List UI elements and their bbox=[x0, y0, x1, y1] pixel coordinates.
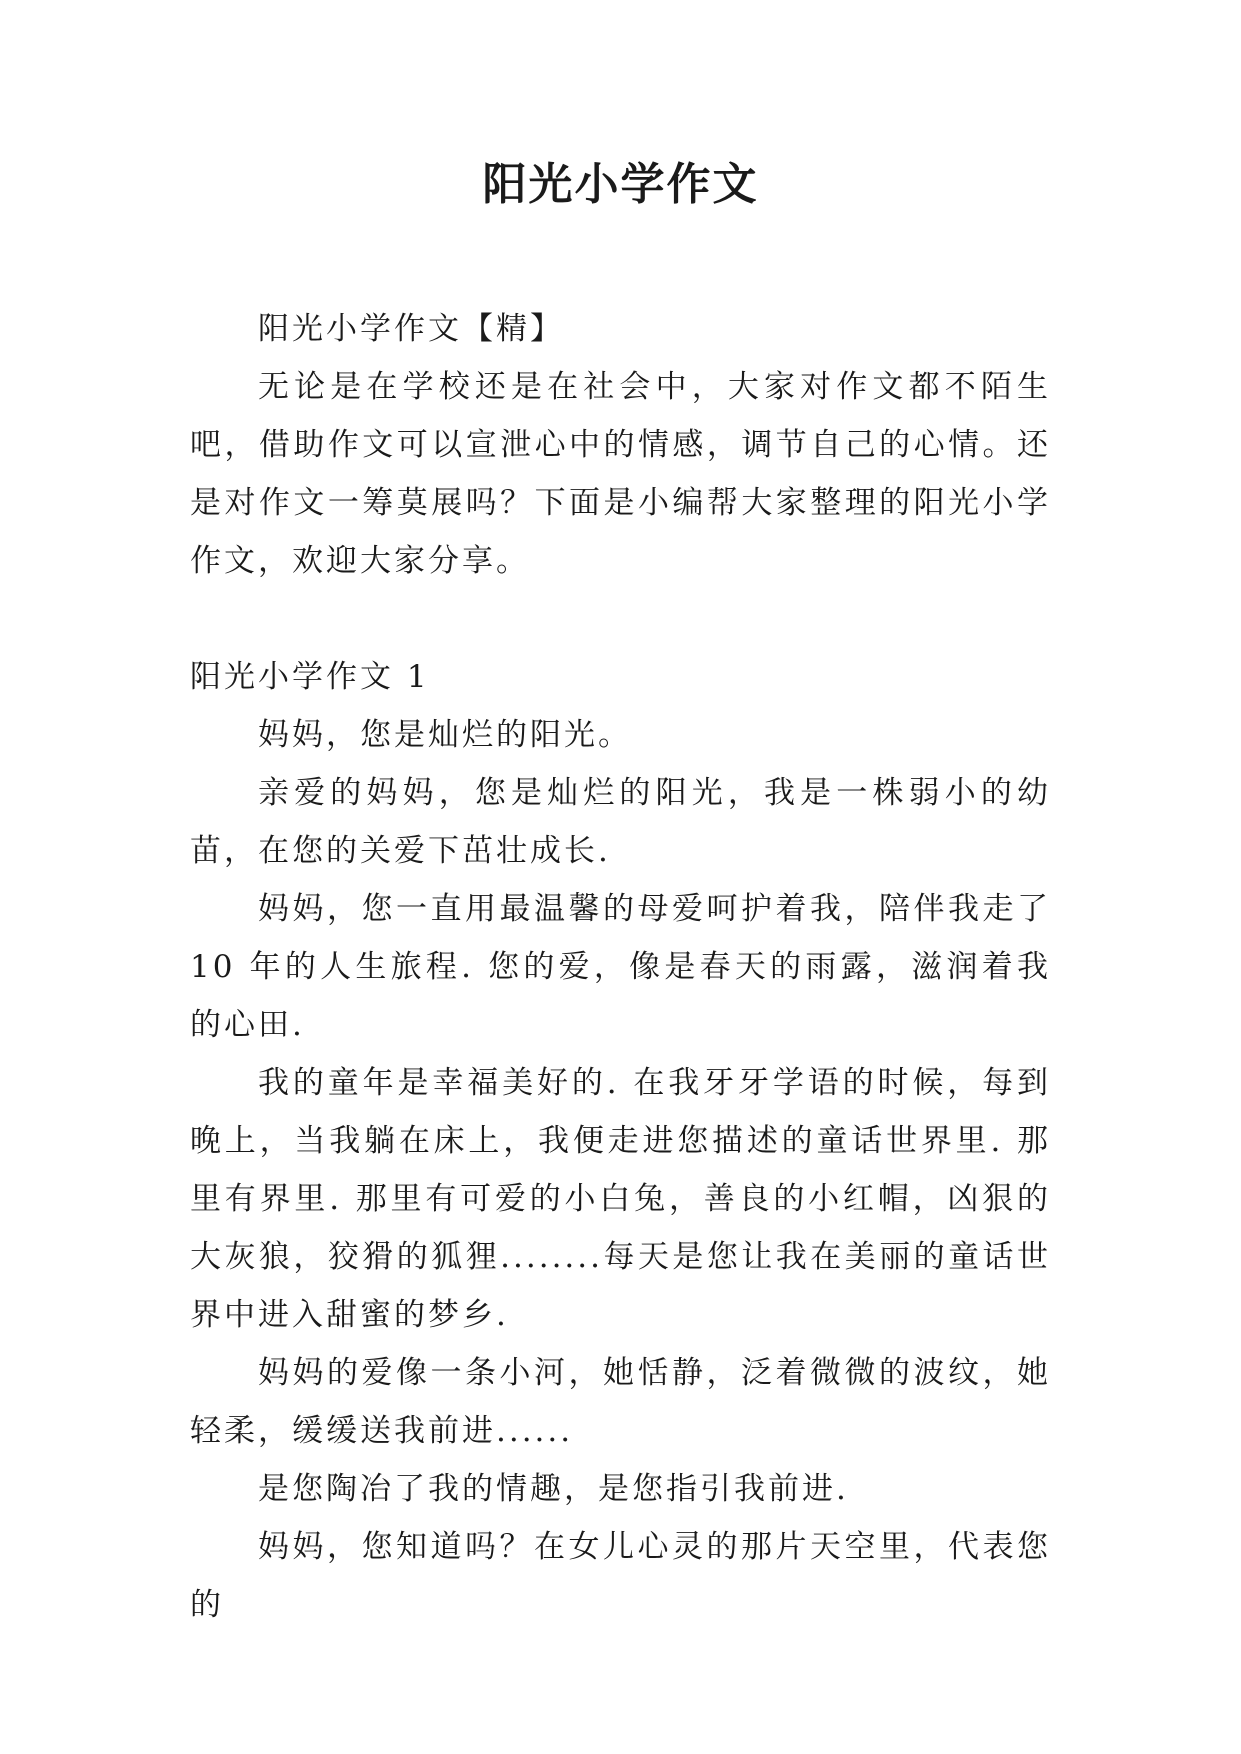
document-body bbox=[190, 300, 1051, 1634]
essay-paragraph-6: 是您陶冶了我的情趣，是您指引我前进. bbox=[258, 1471, 849, 1507]
intro-subtitle: 阳光小学作文【精】 bbox=[258, 311, 564, 347]
intro-paragraph: 无论是在学校还是在社会中，大家对作文都不陌生吧，借助作文可以宣泄心中的情感，调节自己的心情。还是对作文一筹莫展吗？下面是小编帮大家整理的阳光小学作文，欢迎大家分享。 bbox=[190, 369, 1051, 579]
essay-paragraph-1: 妈妈，您是灿烂的阳光。 bbox=[258, 717, 632, 753]
essay-paragraph-5: 妈妈的爱像一条小河，她恬静，泛着微微的波纹，她轻柔，缓缓送我前进...... bbox=[190, 1355, 1051, 1449]
essay-paragraph-2: 亲爱的妈妈，您是灿烂的阳光，我是一株弱小的幼苗，在您的关爱下茁壮成长. bbox=[190, 775, 1051, 869]
document-title: 阳光小学作文 bbox=[482, 159, 759, 210]
section-heading: 阳光小学作文 1 bbox=[190, 659, 430, 695]
essay-paragraph-7: 妈妈，您知道吗？在女儿心灵的那片天空里，代表您的 bbox=[190, 1529, 1051, 1623]
essay-paragraph-4: 我的童年是幸福美好的. 在我牙牙学语的时候，每到晚上，当我躺在床上，我便走进您描述的童话世界里. 那里有界里. 那里有可爱的小白兔，善良的小红帽，凶狠的大灰狼，狡猾的狐狸........每天是您让我在美丽的童话世界中进入甜蜜的梦乡. bbox=[190, 1065, 1051, 1333]
essay-paragraph-3: 妈妈，您一直用最温馨的母爱呵护着我，陪伴我走了 10 年的人生旅程. 您的爱，像是春天的雨露，滋润着我的心田. bbox=[190, 891, 1051, 1043]
